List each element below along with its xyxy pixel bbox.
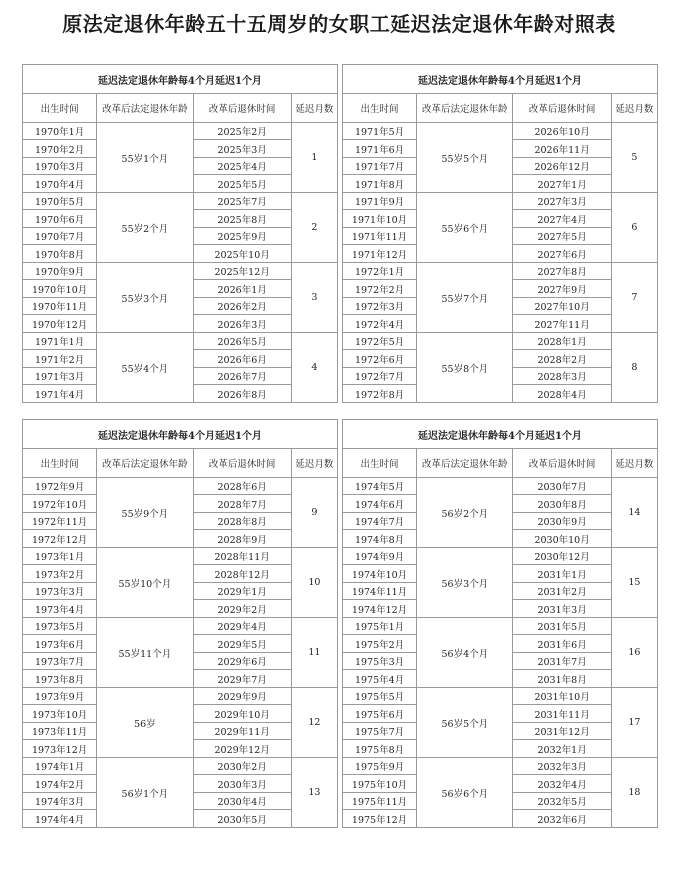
birth-date-cell: 1974年10月 [342, 565, 416, 583]
birth-date-cell: 1974年5月 [342, 478, 416, 495]
birth-date-cell: 1973年7月 [23, 653, 97, 670]
birth-date-cell: 1973年6月 [23, 635, 97, 653]
retirement-date-cell: 2031年3月 [513, 600, 611, 618]
birth-date-cell: 1974年11月 [342, 583, 416, 600]
retirement-date-cell: 2031年1月 [513, 565, 611, 583]
birth-date-cell: 1971年3月 [23, 368, 97, 385]
birth-date-cell: 1974年9月 [342, 548, 416, 565]
retirement-date-cell: 2029年9月 [193, 688, 291, 705]
retirement-date-cell: 2029年12月 [193, 740, 291, 758]
birth-date-cell: 1972年1月 [342, 263, 416, 280]
retirement-date-cell: 2027年5月 [513, 228, 611, 245]
retirement-date-cell: 2031年2月 [513, 583, 611, 600]
retirement-date-cell: 2026年6月 [193, 350, 291, 368]
birth-date-cell: 1974年4月 [23, 810, 97, 828]
table-row [23, 478, 658, 495]
retirement-age-cell: 55岁11个月 [97, 618, 193, 688]
retirement-age-cell: 55岁9个月 [97, 478, 193, 548]
birth-date-cell: 1975年7月 [342, 723, 416, 740]
birth-date-cell: 1971年12月 [342, 245, 416, 263]
retirement-age-cell: 55岁7个月 [417, 263, 513, 333]
birth-date-cell: 1972年5月 [342, 333, 416, 350]
retirement-date-cell: 2027年4月 [513, 210, 611, 228]
delay-months-cell: 18 [611, 758, 657, 828]
delay-months-cell: 1 [291, 123, 337, 193]
retirement-date-cell: 2031年6月 [513, 635, 611, 653]
retirement-date-cell: 2028年8月 [193, 513, 291, 530]
birth-date-cell: 1973年9月 [23, 688, 97, 705]
retirement-date-cell: 2025年2月 [193, 123, 291, 140]
birth-date-cell: 1970年4月 [23, 175, 97, 193]
birth-date-cell: 1972年3月 [342, 298, 416, 315]
retirement-date-cell: 2027年10月 [513, 298, 611, 315]
retirement-date-cell: 2031年11月 [513, 705, 611, 723]
retirement-date-cell: 2027年3月 [513, 193, 611, 210]
birth-date-cell: 1972年9月 [23, 478, 97, 495]
retirement-date-cell: 2026年8月 [193, 385, 291, 403]
retirement-date-cell: 2028年9月 [193, 530, 291, 548]
retirement-age-cell: 56岁3个月 [417, 548, 513, 618]
retirement-date-cell: 2026年7月 [193, 368, 291, 385]
retirement-date-cell: 2031年8月 [513, 670, 611, 688]
column-header-left-1: 改革后法定退休年龄 [97, 449, 193, 478]
retirement-date-cell: 2027年6月 [513, 245, 611, 263]
retirement-date-cell: 2028年2月 [513, 350, 611, 368]
retirement-date-cell: 2029年1月 [193, 583, 291, 600]
retirement-date-cell: 2028年11月 [193, 548, 291, 565]
delay-months-cell: 11 [291, 618, 337, 688]
retirement-date-cell: 2028年1月 [513, 333, 611, 350]
retirement-date-cell: 2027年9月 [513, 280, 611, 298]
retirement-age-cell: 56岁5个月 [417, 688, 513, 758]
birth-date-cell: 1974年2月 [23, 775, 97, 793]
retirement-date-cell: 2025年9月 [193, 228, 291, 245]
birth-date-cell: 1973年3月 [23, 583, 97, 600]
birth-date-cell: 1974年12月 [342, 600, 416, 618]
birth-date-cell: 1973年5月 [23, 618, 97, 635]
birth-date-cell: 1972年4月 [342, 315, 416, 333]
group-header-left: 延迟法定退休年龄每4个月延迟1个月 [23, 420, 338, 449]
retirement-age-cell: 55岁2个月 [97, 193, 193, 263]
column-header-right-1: 改革后法定退休年龄 [417, 94, 513, 123]
birth-date-cell: 1974年1月 [23, 758, 97, 775]
column-header-right-0: 出生时间 [342, 449, 416, 478]
retirement-date-cell: 2032年4月 [513, 775, 611, 793]
group-header-left: 延迟法定退休年龄每4个月延迟1个月 [23, 65, 338, 94]
birth-date-cell: 1970年6月 [23, 210, 97, 228]
delay-months-cell: 12 [291, 688, 337, 758]
birth-date-cell: 1970年5月 [23, 193, 97, 210]
retirement-age-cell: 56岁4个月 [417, 618, 513, 688]
retirement-date-cell: 2028年12月 [193, 565, 291, 583]
column-header-left-0: 出生时间 [23, 94, 97, 123]
birth-date-cell: 1973年12月 [23, 740, 97, 758]
delay-months-cell: 2 [291, 193, 337, 263]
birth-date-cell: 1973年11月 [23, 723, 97, 740]
retirement-age-cell: 55岁6个月 [417, 193, 513, 263]
birth-date-cell: 1973年8月 [23, 670, 97, 688]
birth-date-cell: 1975年11月 [342, 793, 416, 810]
retirement-date-cell: 2028年7月 [193, 495, 291, 513]
column-header-right-2: 改革后退休时间 [513, 94, 611, 123]
retirement-date-cell: 2025年8月 [193, 210, 291, 228]
retirement-date-cell: 2031年10月 [513, 688, 611, 705]
retirement-date-cell: 2029年7月 [193, 670, 291, 688]
retirement-date-cell: 2027年1月 [513, 175, 611, 193]
delay-months-cell: 6 [611, 193, 657, 263]
birth-date-cell: 1970年1月 [23, 123, 97, 140]
retirement-date-cell: 2025年12月 [193, 263, 291, 280]
delay-months-cell: 16 [611, 618, 657, 688]
birth-date-cell: 1971年1月 [23, 333, 97, 350]
retirement-date-cell: 2026年12月 [513, 158, 611, 175]
retirement-date-cell: 2026年2月 [193, 298, 291, 315]
birth-date-cell: 1972年2月 [342, 280, 416, 298]
birth-date-cell: 1971年7月 [342, 158, 416, 175]
birth-date-cell: 1975年6月 [342, 705, 416, 723]
retirement-age-cell: 55岁1个月 [97, 123, 193, 193]
table-row [23, 123, 658, 140]
retirement-age-cell: 55岁3个月 [97, 263, 193, 333]
delay-months-cell: 8 [611, 333, 657, 403]
retirement-age-cell: 55岁10个月 [97, 548, 193, 618]
retirement-date-cell: 2032年3月 [513, 758, 611, 775]
retirement-age-cell: 55岁8个月 [417, 333, 513, 403]
delay-months-cell: 5 [611, 123, 657, 193]
birth-date-cell: 1972年6月 [342, 350, 416, 368]
column-header-right-3: 延迟月数 [611, 94, 657, 123]
retirement-date-cell: 2026年5月 [193, 333, 291, 350]
retirement-date-cell: 2031年5月 [513, 618, 611, 635]
birth-date-cell: 1975年4月 [342, 670, 416, 688]
delay-months-cell: 4 [291, 333, 337, 403]
birth-date-cell: 1970年7月 [23, 228, 97, 245]
retirement-date-cell: 2026年3月 [193, 315, 291, 333]
column-header-right-2: 改革后退休时间 [513, 449, 611, 478]
table-row [23, 758, 658, 775]
retirement-date-cell: 2028年4月 [513, 385, 611, 403]
column-header-left-0: 出生时间 [23, 449, 97, 478]
retirement-date-cell: 2030年5月 [193, 810, 291, 828]
retirement-date-cell: 2028年6月 [193, 478, 291, 495]
birth-date-cell: 1972年8月 [342, 385, 416, 403]
column-header-left-3: 延迟月数 [291, 449, 337, 478]
birth-date-cell: 1971年10月 [342, 210, 416, 228]
birth-date-cell: 1970年11月 [23, 298, 97, 315]
birth-date-cell: 1971年2月 [23, 350, 97, 368]
birth-date-cell: 1972年7月 [342, 368, 416, 385]
birth-date-cell: 1975年12月 [342, 810, 416, 828]
retirement-date-cell: 2030年3月 [193, 775, 291, 793]
birth-date-cell: 1972年11月 [23, 513, 97, 530]
delay-months-cell: 10 [291, 548, 337, 618]
birth-date-cell: 1971年5月 [342, 123, 416, 140]
column-header-right-1: 改革后法定退休年龄 [417, 449, 513, 478]
birth-date-cell: 1971年4月 [23, 385, 97, 403]
retirement-date-cell: 2025年7月 [193, 193, 291, 210]
retirement-age-cell: 55岁5个月 [417, 123, 513, 193]
delay-months-cell: 13 [291, 758, 337, 828]
column-header-left-3: 延迟月数 [291, 94, 337, 123]
birth-date-cell: 1975年1月 [342, 618, 416, 635]
retirement-date-cell: 2027年8月 [513, 263, 611, 280]
retirement-date-cell: 2028年3月 [513, 368, 611, 385]
birth-date-cell: 1970年9月 [23, 263, 97, 280]
column-header-left-2: 改革后退休时间 [193, 94, 291, 123]
retirement-date-cell: 2031年7月 [513, 653, 611, 670]
retirement-date-cell: 2025年4月 [193, 158, 291, 175]
birth-date-cell: 1975年5月 [342, 688, 416, 705]
retirement-table-2 [22, 419, 658, 828]
table-row [23, 618, 658, 635]
retirement-date-cell: 2032年1月 [513, 740, 611, 758]
birth-date-cell: 1970年3月 [23, 158, 97, 175]
retirement-date-cell: 2025年3月 [193, 140, 291, 158]
table-row [23, 193, 658, 210]
retirement-date-cell: 2031年12月 [513, 723, 611, 740]
retirement-date-cell: 2030年4月 [193, 793, 291, 810]
retirement-date-cell: 2030年12月 [513, 548, 611, 565]
retirement-date-cell: 2026年10月 [513, 123, 611, 140]
birth-date-cell: 1975年2月 [342, 635, 416, 653]
delay-months-cell: 15 [611, 548, 657, 618]
birth-date-cell: 1975年8月 [342, 740, 416, 758]
retirement-age-cell: 55岁4个月 [97, 333, 193, 403]
retirement-age-cell: 56岁1个月 [97, 758, 193, 828]
table-row [23, 263, 658, 280]
delay-months-cell: 3 [291, 263, 337, 333]
birth-date-cell: 1970年8月 [23, 245, 97, 263]
retirement-date-cell: 2026年11月 [513, 140, 611, 158]
retirement-date-cell: 2030年7月 [513, 478, 611, 495]
retirement-date-cell: 2030年9月 [513, 513, 611, 530]
birth-date-cell: 1974年7月 [342, 513, 416, 530]
retirement-date-cell: 2026年1月 [193, 280, 291, 298]
retirement-age-cell: 56岁2个月 [417, 478, 513, 548]
delay-months-cell: 17 [611, 688, 657, 758]
retirement-date-cell: 2027年11月 [513, 315, 611, 333]
birth-date-cell: 1971年11月 [342, 228, 416, 245]
birth-date-cell: 1970年2月 [23, 140, 97, 158]
column-header-right-3: 延迟月数 [611, 449, 657, 478]
group-header-right: 延迟法定退休年龄每4个月延迟1个月 [342, 65, 657, 94]
retirement-date-cell: 2029年10月 [193, 705, 291, 723]
retirement-date-cell: 2025年5月 [193, 175, 291, 193]
retirement-date-cell: 2029年5月 [193, 635, 291, 653]
retirement-date-cell: 2029年4月 [193, 618, 291, 635]
retirement-date-cell: 2029年2月 [193, 600, 291, 618]
table-row [23, 333, 658, 350]
column-header-left-2: 改革后退休时间 [193, 449, 291, 478]
retirement-date-cell: 2025年10月 [193, 245, 291, 263]
birth-date-cell: 1971年6月 [342, 140, 416, 158]
retirement-date-cell: 2032年5月 [513, 793, 611, 810]
column-header-right-0: 出生时间 [342, 94, 416, 123]
birth-date-cell: 1970年10月 [23, 280, 97, 298]
delay-months-cell: 9 [291, 478, 337, 548]
birth-date-cell: 1973年2月 [23, 565, 97, 583]
birth-date-cell: 1974年3月 [23, 793, 97, 810]
retirement-date-cell: 2029年6月 [193, 653, 291, 670]
birth-date-cell: 1975年9月 [342, 758, 416, 775]
retirement-date-cell: 2029年11月 [193, 723, 291, 740]
retirement-date-cell: 2030年10月 [513, 530, 611, 548]
group-header-right: 延迟法定退休年龄每4个月延迟1个月 [342, 420, 657, 449]
birth-date-cell: 1975年10月 [342, 775, 416, 793]
page-title: 原法定退休年龄五十五周岁的女职工延迟法定退休年龄对照表 [62, 12, 616, 36]
retirement-date-cell: 2030年2月 [193, 758, 291, 775]
retirement-age-cell: 56岁6个月 [417, 758, 513, 828]
birth-date-cell: 1971年9月 [342, 193, 416, 210]
birth-date-cell: 1973年10月 [23, 705, 97, 723]
birth-date-cell: 1973年1月 [23, 548, 97, 565]
column-header-left-1: 改革后法定退休年龄 [97, 94, 193, 123]
delay-months-cell: 7 [611, 263, 657, 333]
birth-date-cell: 1974年8月 [342, 530, 416, 548]
birth-date-cell: 1972年10月 [23, 495, 97, 513]
delay-months-cell: 14 [611, 478, 657, 548]
birth-date-cell: 1971年8月 [342, 175, 416, 193]
retirement-age-cell: 56岁 [97, 688, 193, 758]
retirement-date-cell: 2032年6月 [513, 810, 611, 828]
table-row [23, 688, 658, 705]
birth-date-cell: 1975年3月 [342, 653, 416, 670]
table-row [23, 548, 658, 565]
birth-date-cell: 1973年4月 [23, 600, 97, 618]
retirement-table-1 [22, 64, 658, 403]
birth-date-cell: 1974年6月 [342, 495, 416, 513]
birth-date-cell: 1972年12月 [23, 530, 97, 548]
birth-date-cell: 1970年12月 [23, 315, 97, 333]
retirement-date-cell: 2030年8月 [513, 495, 611, 513]
